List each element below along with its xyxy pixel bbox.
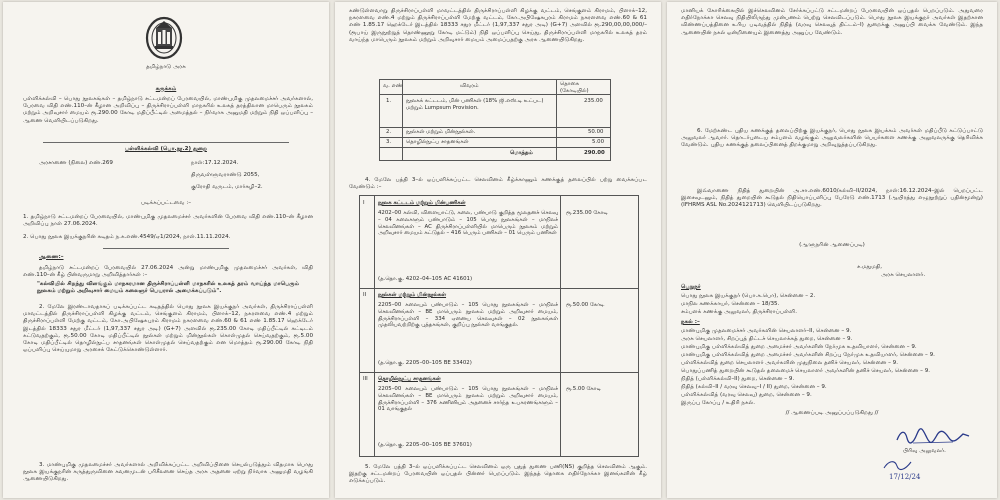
abstract-heading: சுருக்கம் bbox=[155, 86, 177, 92]
document-page-1 bbox=[3, 2, 329, 498]
account-row-1-code: (த.தொ.கு. 4202–04–105 AC 41601) bbox=[378, 276, 473, 282]
account-row-3-body: 2205–00 கலையும் பண்பாடும் – 105 பொது நூலகங்கள் – மாநிலச் செலவினங்கள் – BE மாபெரும் நூலகம் மற்றும் அறிவுசார் மையம், திருச்சிராப்பள்ளி – 376 கணினியும் அதனைச் சார்ந்த உபகரணங்களும் – 01 வாங்குதல் bbox=[378, 386, 558, 413]
go-date: நாள்:17.12.2024. bbox=[191, 160, 239, 166]
account-row-1-no: I bbox=[363, 200, 365, 206]
account-row-2-code: (த.தொ.கு. 2205–00–105 BE 33402) bbox=[378, 360, 472, 366]
signatory-name: ச.மதுமதி, bbox=[857, 264, 883, 270]
paragraph-3: 3. மாண்புமிகு முதலமைச்சர் அவர்களால் அறிவிக்கப்பட்ட அறிவிப்பினை செயல்படுத்தும் விதமாக பொது நூலக இயக்குநரின் கருத்துருவினை கவனமுடன் பரிசீலனை செய்த அரசு அதனை ஏற்று நிர்வாக அனுமதி வழங்கி ஆணையிடுகிறது. bbox=[23, 462, 313, 483]
copy-label: நகல் :– bbox=[681, 319, 700, 325]
table-header-no: வ. எண் bbox=[383, 83, 403, 89]
reference-1: 1. தமிழ்நாடு சட்டமன்றப் பேரவையில், மாண்புமிகு முதலமைச்சர் அவர்களின் பேரவை விதி எண்.110–ன் கீழான அறிவிப்பு நாள் 27.06.2024. bbox=[23, 214, 313, 228]
to-item-1: பொது நூலக இயக்குநர் (பொ.க.பொ), சென்னை – 2. bbox=[681, 293, 816, 299]
table-row-3-no: 3. bbox=[386, 139, 392, 145]
table-total-label: மொத்தம் bbox=[510, 150, 533, 156]
copy-item-5: பள்ளிக்கல்வித் துறை செயலாளர் அவர்களின் முதுநிலை தனிச் செயலர், சென்னை – 9. bbox=[681, 360, 898, 366]
table-row-1-item: நூலகக் கட்டடம், மின் பணிகள் (18% ஜி.எஸ்.டி உட்பட) மற்றும் Lumpsum Provision. bbox=[406, 98, 544, 111]
copy-item-2: அரசு செயலாளர், சிறப்புத் திட்டச் செயலாக்கத் துறை, சென்னை – 9. bbox=[681, 336, 853, 342]
account-row-2-body: 2205–00 கலையும் பண்பாடும் – 105 பொது நூலகங்கள் – மாநிலச் செலவினங்கள் – BE மாபெரும் நூலகம் மற்றும் அறிவுசார் மையம், திருச்சிராப்பள்ளி – 334 ஏனைய செலவுகள் – 02 நூலகங்கள் முதலியவற்றிற்கு புத்தகங்கள், குறிப்பு நூல்கள் வாங்குதல். bbox=[378, 302, 558, 329]
table-row-3-amount: 5.00 bbox=[592, 139, 605, 145]
paragraph-5: 5. மேலே பத்தி 3–ல் ஒப்பளிக்கப்பட்ட செலவினம் ஒரு புதுத் துணை பணி(NS) குறித்த செலவினம் ஆகும். இதற்கு சட்டமன்றப் பேரவையின் ஒப்புதல் பின்னர் பெறப்படும். இந்தத் தொகை எதிர்நோக்கா இனங்களின் கீழ் எடுக்கப்படும். bbox=[349, 464, 647, 485]
account-row-1-body: 4202–00 கல்வி, விளையாட்டு, கலை, பண்பாடு குறித்த மூலதனச் செலவு – 04 கலைகளும் பண்பாடும் – 105 பொது நூலகங்கள் – மாநிலச் செலவினங்கள் – AC திருச்சிராப்பள்ளியில் மாபெரும் நூலகம் மற்றும் அறிவுசார் மையம் கட்டுதல் – 416 பெரும் பணிகள் – 01 பெரும் பணிகள் bbox=[378, 210, 558, 237]
to-item-3: சம்பளக் கணக்கு அலுவலர், திருச்சிராப்பள்ளி. bbox=[681, 309, 798, 315]
paragraph-1: தமிழ்நாடு சட்டமன்றப் பேரவையில் 27.06.2024 அன்று மாண்புமிகு முதலமைச்சர் அவர்கள், விதி எண்.110–ன் கீழ் பின்வருமாறு அறிவித்தார்கள் :– bbox=[23, 265, 313, 279]
account-row-3-code: (த.தொ.கு. 2205–00–105 BE 37601) bbox=[378, 442, 472, 448]
department-name: பள்ளிக்கல்வி (பொ.நூ.2) துறை bbox=[125, 146, 207, 152]
go-number: அரசாணை (நிலை) எண்.269 bbox=[39, 160, 113, 166]
signatory-title: அரசு செயலாளர். bbox=[881, 272, 926, 278]
account-row-2-no: II bbox=[363, 292, 367, 298]
reference-2: 2. பொது நூலக இயக்குநரின் கடிதம் ந.க.எண்.4549/ஏ1/2024, நாள்.11.11.2024. bbox=[23, 234, 231, 240]
to-label: பெறுநர் bbox=[681, 284, 701, 290]
handwritten-date: 17/12/24 bbox=[889, 473, 921, 481]
account-row-2-amount: ரூ.50.00 கோடி bbox=[566, 302, 605, 308]
tamil-date-month: குரோதி வருடம், மார்கழி–2. bbox=[191, 184, 263, 190]
handwritten-signature-icon bbox=[893, 426, 973, 448]
account-row-1-amount: ரூ.235.00 கோடி bbox=[566, 210, 608, 216]
table-header-amount: தொகை (கோடியில்) bbox=[560, 81, 589, 94]
copy-item-8: நிதித் (கல்வி–II / வரவு செலவு–I / II) துறை, சென்னை – 9. bbox=[681, 384, 827, 390]
allocation-table bbox=[379, 79, 611, 161]
to-item-2: மாநில கணக்காயர், சென்னை – 18/35. bbox=[681, 301, 780, 307]
divider bbox=[43, 142, 289, 143]
table-row-2-no: 2. bbox=[386, 129, 392, 135]
government-name: தமிழ்நாடு அரசு bbox=[146, 64, 186, 70]
tamil-nadu-emblem-icon bbox=[145, 16, 183, 60]
page2-intro: கண்டுள்ளவாறு திருச்சிராப்பள்ளி மாவட்டத்தில் திருச்சிராப்பள்ளி கிழக்கு வட்டம், செங்குளம் கிராமம், பிளாக்–12, நகரளவை எண்.4 மற்றும் திருச்சிராப்பள்ளி மேற்கு வட்டம், கோ.அபிஷேகபுரம் கிராமம் நகரளவை எண்.60 & 61 எண் 1.85.17 ஹெக்டேர் இடத்தில் 18333 சதுர மீட்டர் (1,97,337 சதுர அடி) (G+7) அளவில் ரூ.290,00,00,000/– (ரூபாய் இருநூற்றுத் தொண்ணூறு கோடி மட்டும்) நிதி ஒப்பளிப்பு செய்து, திருச்சிராப்பள்ளி மாநகரில் உலகத் தரம் வாய்ந்த மாபெரும் நூலகம் மற்றும் அறிவுசார் மையம் அமைப்பதற்கு அரசு ஆணையிடுகிறது. bbox=[349, 8, 647, 43]
account-row-2-head: நூல்கள் மற்றும் மின்நூல்கள் bbox=[378, 292, 447, 298]
account-row-3-no: III bbox=[363, 376, 368, 382]
copy-item-10: இருப்பு கோப்பு / உதிரி நகல். bbox=[681, 400, 756, 406]
table-row-1-amount: 235.00 bbox=[584, 98, 603, 104]
table-row-1-no: 1. bbox=[386, 98, 392, 104]
document-page-2 bbox=[335, 2, 661, 498]
paragraph-7: இவ்வாணை நிதித் துறையின் அ.சா.எண்.6010/கல்வி–II/2024, நாள்:16.12.2024–இல் பெறப்பட்ட இசைவுடனும், நிதித் துறையின் கூடுதல் நிதியொப்பளிப்பு பேரேடு எண்.1713 (ஆயிரத்து எழுநூற்றுப் பதின்மூன்று) (IFHRMS ASL No.2024121713) வெளியிடப்படுகிறது. bbox=[681, 188, 983, 209]
copy-item-1: மாண்புமிகு முதலமைச்சர் அவர்களின் செயலாளர்–II, சென்னை – 9. bbox=[681, 328, 852, 334]
copy-item-7: நிதித் (பள்ளிக்கல்வி–II) துறை, சென்னை – 9. bbox=[681, 376, 795, 382]
account-row-1-head: நூலக கட்டடம் மற்றும் மின்பணிகள் bbox=[378, 200, 466, 206]
announcement-quote: "கல்வியில் சிறந்து விளங்கும் மாநகரமான திருச்சிராப்பள்ளி மாநகரில் உலகத் தரம் வாய்ந்த மாபெரும் நூலகம் மற்றும் அறிவுசார் மையம் கலைஞர் பெயரால் அமைக்கப்படும்". bbox=[37, 281, 299, 295]
account-row-3-head: தொழில்நுட்ப சாதனங்கள் bbox=[378, 376, 441, 382]
paragraph-2: 2. மேலே இரண்டாவதாகப் படிக்கப்பட்ட கடிதத்தில் பொது நூலக இயக்குநர் அவர்கள், திருச்சிராப்பள்ளி மாவட்டத்தில் திருச்சிராப்பள்ளி கிழக்கு வட்டம், செங்குளம் கிராமம், பிளாக்–12, நகரளவை எண்.4 மற்றும் திருச்சிராப்பள்ளி மேற்கு வட்டம், கோ.அபிஷேகபுரம் கிராமம் நகரளவை எண்.60 & 61 எண் 1.85.17 ஹெக்டேர் இடத்தில் 18333 சதுர மீட்டர் (1,97,337 சதுர அடி) (G+7) அளவில் ரூ.235.00 கோடி மதிப்பீட்டில் கட்டிடம் கட்டுவதற்கும், ரூ.50.00 கோடி மதிப்பீட்டில் நூல்கள் மற்றும் மின்நூல்கள் கொள்முதல் செய்வதற்கும், ரூ.5.00 கோடி மதிப்பீட்டில் தொழில்நுட்ப சாதனங்கள் கொள்முதல் செய்வதற்கும் என மொத்தம் ரூ.290.00 கோடி நிதி ஒப்பளிப்பு செய்யுமாறு அரசைக் கேட்டுக்கொண்டுள்ளார். bbox=[23, 304, 313, 354]
paragraph-6: 6. மேற்கண்ட புதிய கணக்குத் தலைப்பிற்கு இயக்குநர், பொது நூலக இயக்கம் அவர்கள் மதிப்பீடு கட்டுப்பாட்டு அலுவலர் ஆவார். தொடர்புடைய சம்பளம் வழங்கும் அலுவலர்களின் பெயர்களை கணக்கு அலுவலருக்கு தெரிவிக்க வேண்டும். புதிய கணக்குத் தலைப்பினைத் திறக்குமாறு அறிவுறுத்தப்படுகிறது. bbox=[681, 128, 983, 149]
table-total-amount: 290.00 bbox=[584, 150, 605, 156]
account-head-table bbox=[359, 195, 639, 457]
section-officer-title: பிரிவு அலுவலர். bbox=[903, 448, 946, 454]
table-row-3-item: தொழில்நுட்ப சாதனங்கள் bbox=[406, 139, 469, 145]
tamil-date-year: திருவள்ளுவராண்டு 2055, bbox=[191, 172, 260, 178]
copy-item-9: பள்ளிக்கல்வித் (வரவு செலவு) துறை, சென்னை – 9. bbox=[681, 392, 812, 398]
paragraph-4: 4. மேலே பத்தி 3–ல் ஒப்பளிக்கப்பட்ட செலவினம் கீழ்க்காணும் கணக்குத் தலைப்பில் பற்று வைக்கப்பட வேண்டும் :– bbox=[349, 177, 647, 191]
table-header-item: விவரம் bbox=[460, 83, 479, 89]
abstract-text: பள்ளிக்கல்வி – பொது நூலகங்கள் – தமிழ்நாடு சட்டமன்றப் பேரவையில், மாண்புமிகு முதலமைச்சர் அவர்களால், பேரவை விதி எண்.110–ன் கீழான அறிவிப்பு – திருச்சிராப்பள்ளி மாநகரில் உலகத் தரத்திலான மாபெரும் நூலகம் மற்றும் அறிவுசார் மையம் ரூ.290.00 கோடி மதிப்பீட்டில் அமைத்தல் – நிர்வாக அனுமதி மற்றும் நிதி ஒப்பளிப்பு – ஆணை வெளியிடப்படுகிறது. bbox=[23, 96, 313, 124]
divider bbox=[103, 248, 229, 249]
table-row-2-item: நூல்கள் மற்றும் மின்நூல்கள். bbox=[406, 129, 476, 135]
table-row-2-amount: 50.00 bbox=[588, 129, 604, 135]
paragraph-5-continued: மானியக் கோரிக்கையில் இச்செலவினம் சேர்க்கப்பட்டு சட்டமன்றப் பேரவையின் ஒப்புதல் பெறப்படும். அதுவரை எதிர்நோக்கா செலவு நிதியிலிருந்து முன்பணம் பெற்று செலவிடப்படும். பொது நூலக இயக்குநர் அவர்கள் இதற்கான விண்ணப்பத்தினை உரிய படிவத்தில் நிதித் (வரவு செலவுத் திட்டம்–I) துறைக்கு அனுப்பி வைக்க வேண்டும். இந்த ஆணையின் நகல் ஒன்றினையும் இணைத்து அனுப்ப வேண்டும். bbox=[681, 8, 983, 36]
copy-item-4: மாண்புமிகு பள்ளிக்கல்வித் துறை அமைச்சர் அவர்களின் சிறப்பு நேர்முக உதவியாளர், சென்னை – 9. bbox=[681, 352, 935, 358]
account-row-3-amount: ரூ.5.00 கோடி bbox=[566, 386, 601, 392]
copy-item-3: மாண்புமிகு பள்ளிக்கல்வித் துறை அமைச்சர் அவர்களின் நேர்முக உதவியாளர், சென்னை – 9. bbox=[681, 344, 917, 350]
read-label: படிக்கப்பட்டவை :– bbox=[140, 200, 192, 206]
document-page-3 bbox=[667, 2, 997, 498]
governor-order-line: (ஆளுநரின் ஆணைப்படி) bbox=[799, 242, 865, 248]
forwarded-line: // ஆணைப்படி அனுப்பப்படுகிறது // bbox=[785, 410, 879, 416]
initial-mark-icon bbox=[881, 458, 921, 472]
copy-item-6: பொதுப்பணித் துறையின் கூடுதல் தலைமைச் செயலாளர் அவர்களின் தனிச் செயலர், சென்னை – 9. bbox=[681, 368, 931, 374]
order-label: ஆணை:– bbox=[39, 254, 64, 260]
